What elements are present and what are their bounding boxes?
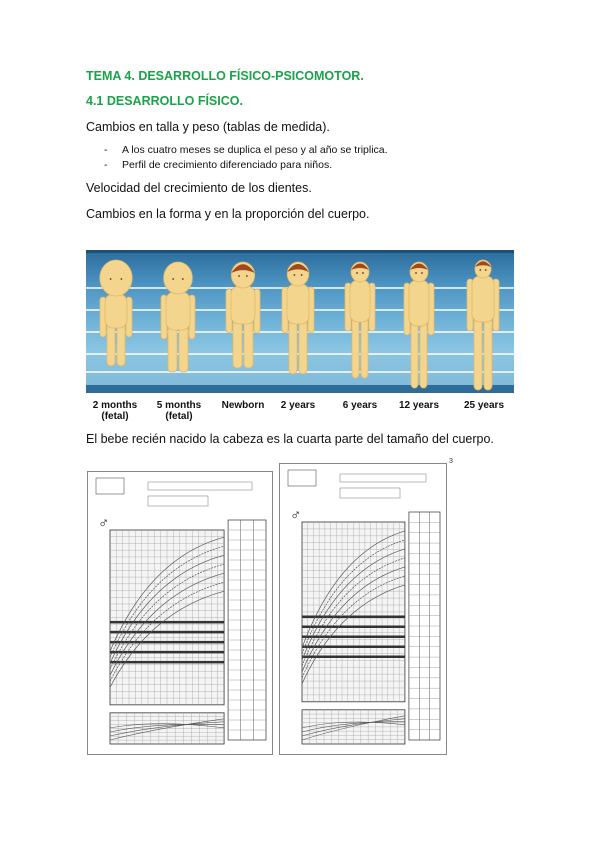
bullet-item	[104, 144, 388, 156]
human-figures	[86, 250, 514, 392]
bullet-text: A los cuatro meses se duplica el peso y al año se triplica.	[122, 144, 388, 156]
bullet-marker: -	[104, 144, 108, 156]
stage-label: 25 years	[463, 400, 505, 411]
paragraph-teeth: Velocidad del crecimiento de los dientes.	[86, 181, 312, 195]
bullet-item	[104, 159, 332, 171]
human-figure	[345, 262, 375, 378]
page-number: 3	[449, 458, 453, 465]
paragraph-body-proportion: Cambios en la forma y en la proporción del cuerpo.	[86, 207, 370, 221]
human-figure	[161, 262, 195, 372]
paragraph-height-weight: Cambios en talla y peso (tablas de medida).	[86, 120, 330, 134]
section-heading: 4.1 DESARROLLO FÍSICO.	[86, 94, 243, 108]
stage-label: Newborn	[221, 400, 265, 411]
paragraph-newborn-head: El bebe recién nacido la cabeza es la cuarta parte del tamaño del cuerpo.	[86, 432, 494, 446]
stage-label: 2 years	[280, 400, 316, 411]
bullet-text: Perfil de crecimiento diferenciado para niños.	[122, 159, 333, 171]
male-symbol: ♂	[290, 507, 302, 524]
human-figure	[226, 262, 260, 368]
human-figure	[467, 260, 499, 390]
bullet-marker: -	[104, 159, 108, 171]
stage-label: 2 months (fetal)	[92, 400, 138, 422]
stage-label: 12 years	[398, 400, 440, 411]
human-figure	[100, 260, 132, 366]
growth-chart-right	[279, 463, 447, 755]
chapter-heading: TEMA 4. DESARROLLO FÍSICO-PSICOMOTOR.	[86, 69, 364, 83]
male-symbol: ♂	[98, 515, 110, 532]
human-figure	[282, 262, 314, 374]
human-figure	[404, 262, 434, 388]
stage-label: 5 months (fetal)	[156, 400, 202, 422]
stage-label: 6 years	[342, 400, 378, 411]
growth-chart-left	[87, 471, 273, 755]
body-proportion-figure	[86, 250, 514, 422]
